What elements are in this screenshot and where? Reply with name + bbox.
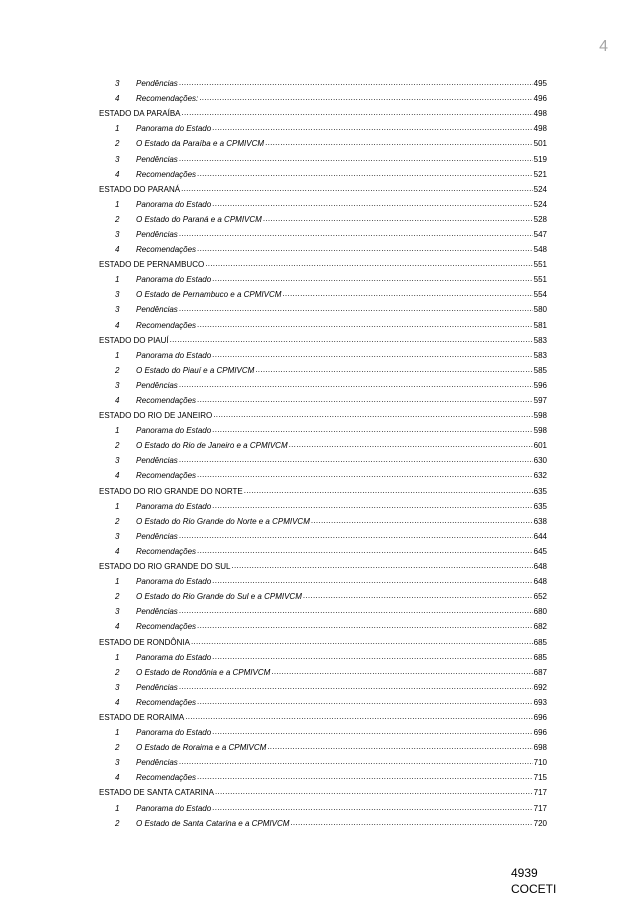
toc-entry-label: O Estado de Santa Catarina e a CPMIVCM: [136, 818, 290, 828]
toc-entry-label: Panorama do Estado: [136, 803, 212, 813]
toc-entry-page: 583: [533, 350, 547, 360]
toc-entry-page: 680: [533, 607, 547, 617]
toc-entry-number: 2: [115, 365, 120, 375]
toc-section-entry[interactable]: [99, 333, 547, 348]
toc-entry-page: 580: [533, 305, 547, 315]
toc-dot-leader: [181, 185, 533, 194]
toc-dot-leader: [205, 260, 532, 269]
toc-entry-number: 4: [115, 471, 120, 481]
toc-entry-page: 598: [533, 411, 547, 421]
toc-entry-label: ESTADO DE PERNAMBUCO: [99, 260, 205, 270]
toc-dot-leader: [197, 396, 533, 405]
toc-dot-leader: [179, 607, 533, 616]
toc-subsection-entry[interactable]: [99, 438, 547, 453]
toc-section-entry[interactable]: [99, 106, 547, 121]
toc-entry-page: 519: [533, 154, 547, 164]
toc-entry-number: 2: [115, 667, 120, 677]
toc-entry-number: 3: [115, 456, 120, 466]
toc-entry-number: 4: [115, 622, 120, 632]
toc-entry-label: Panorama do Estado: [136, 275, 212, 285]
toc-entry-number: 4: [115, 245, 120, 255]
toc-dot-leader: [212, 426, 532, 435]
toc-dot-leader: [170, 336, 533, 345]
toc-entry-page: 521: [533, 169, 547, 179]
toc-dot-leader: [197, 622, 533, 631]
toc-subsection-entry[interactable]: [99, 529, 547, 544]
toc-entry-page: 528: [533, 214, 547, 224]
toc-entry-label: Recomendações: [136, 622, 197, 632]
toc-entry-label: Recomendações: [136, 320, 197, 330]
toc-entry-page: 501: [533, 139, 547, 149]
toc-entry-page: 645: [533, 546, 547, 556]
toc-entry-number: 2: [115, 743, 120, 753]
toc-subsection-entry[interactable]: [99, 348, 547, 363]
toc-entry-number: 4: [115, 697, 120, 707]
toc-entry-label: Panorama do Estado: [136, 124, 212, 134]
toc-entry-label: Recomendações: [136, 546, 197, 556]
toc-entry-page: 682: [533, 622, 547, 632]
toc-entry-number: 3: [115, 380, 120, 390]
toc-entry-label: Pendências: [136, 380, 178, 390]
toc-entry-page: 551: [533, 275, 547, 285]
toc-dot-leader: [182, 109, 533, 118]
toc-entry-label: Panorama do Estado: [136, 501, 212, 511]
toc-entry-number: 3: [115, 758, 120, 768]
toc-entry-page: 524: [533, 184, 547, 194]
toc-dot-leader: [179, 155, 533, 164]
toc-entry-label: Panorama do Estado: [136, 652, 212, 662]
toc-entry-number: 2: [115, 516, 120, 526]
toc-entry-page: 496: [533, 94, 547, 104]
toc-subsection-entry[interactable]: [99, 680, 547, 695]
toc-dot-leader: [197, 471, 533, 480]
toc-entry-label: Pendências: [136, 758, 178, 768]
toc-entry-label: Panorama do Estado: [136, 577, 212, 587]
toc-entry-label: Panorama do Estado: [136, 350, 212, 360]
toc-subsection-entry[interactable]: [99, 91, 547, 106]
toc-entry-label: ESTADO DO RIO GRANDE DO NORTE: [99, 486, 243, 496]
toc-dot-leader: [289, 441, 533, 450]
toc-dot-leader: [197, 321, 533, 330]
toc-entry-label: O Estado do Rio de Janeiro e a CPMIVCM: [136, 441, 288, 451]
toc-entry-page: 710: [533, 758, 547, 768]
toc-dot-leader: [255, 366, 532, 375]
toc-entry-label: Recomendações: [136, 396, 197, 406]
toc-entry-label: Recomendações: [136, 773, 197, 783]
toc-entry-number: 3: [115, 79, 120, 89]
toc-dot-leader: [282, 290, 532, 299]
toc-dot-leader: [212, 502, 532, 511]
toc-entry-number: 3: [115, 607, 120, 617]
toc-entry-number: 1: [115, 803, 120, 813]
toc-subsection-entry[interactable]: [99, 665, 547, 680]
toc-entry-page: 685: [533, 652, 547, 662]
toc-entry-label: Pendências: [136, 607, 178, 617]
toc-subsection-entry[interactable]: [99, 453, 547, 468]
toc-entry-page: 498: [533, 124, 547, 134]
toc-entry-page: 524: [533, 199, 547, 209]
toc-entry-page: 598: [533, 426, 547, 436]
toc-entry-label: Pendências: [136, 154, 178, 164]
toc-subsection-entry[interactable]: [99, 363, 547, 378]
toc-subsection-entry[interactable]: [99, 242, 547, 257]
toc-subsection-entry[interactable]: [99, 816, 547, 831]
toc-subsection-entry[interactable]: [99, 695, 547, 710]
toc-entry-label: Pendências: [136, 79, 178, 89]
toc-entry-number: 1: [115, 124, 120, 134]
toc-entry-number: 4: [115, 773, 120, 783]
toc-subsection-entry[interactable]: [99, 770, 547, 785]
toc-subsection-entry[interactable]: [99, 302, 547, 317]
toc-subsection-entry[interactable]: [99, 151, 547, 166]
toc-subsection-entry[interactable]: [99, 468, 547, 483]
toc-subsection-entry[interactable]: [99, 318, 547, 333]
toc-entry-number: 4: [115, 94, 120, 104]
toc-entry-label: Recomendações: [136, 471, 197, 481]
toc-dot-leader: [212, 728, 532, 737]
toc-entry-number: 2: [115, 139, 120, 149]
page-number: 4: [599, 38, 608, 55]
toc-entry-label: ESTADO DA PARAÍBA: [99, 109, 181, 119]
toc-entry-page: 581: [533, 320, 547, 330]
toc-entry-page: 635: [533, 501, 547, 511]
toc-entry-label: Recomendações:: [136, 94, 199, 104]
toc-entry-number: 4: [115, 546, 120, 556]
toc-subsection-entry[interactable]: [99, 287, 547, 302]
toc-entry-number: 2: [115, 818, 120, 828]
toc-dot-leader: [265, 139, 533, 148]
toc-entry-page: 635: [533, 486, 547, 496]
toc-entry-number: 2: [115, 441, 120, 451]
toc-subsection-entry[interactable]: [99, 197, 547, 212]
toc-dot-leader: [271, 668, 532, 677]
toc-subsection-entry[interactable]: [99, 574, 547, 589]
toc-entry-label: ESTADO DO PARANÁ: [99, 184, 181, 194]
toc-dot-leader: [197, 547, 533, 556]
toc-entry-page: 648: [533, 577, 547, 587]
toc-entry-label: ESTADO DE SANTA CATARINA: [99, 788, 214, 798]
toc-dot-leader: [179, 456, 533, 465]
toc-entry-number: 1: [115, 350, 120, 360]
toc-entry-label: Panorama do Estado: [136, 728, 212, 738]
toc-entry-label: Recomendações: [136, 169, 197, 179]
toc-entry-page: 554: [533, 290, 547, 300]
toc-entry-page: 698: [533, 743, 547, 753]
toc-dot-leader: [311, 517, 533, 526]
toc-entry-number: 1: [115, 426, 120, 436]
toc-dot-leader: [199, 94, 532, 103]
toc-entry-page: 638: [533, 516, 547, 526]
toc-dot-leader: [212, 351, 532, 360]
toc-entry-page: 597: [533, 396, 547, 406]
toc-entry-page: 652: [533, 592, 547, 602]
toc-entry-label: O Estado de Rondônia e a CPMIVCM: [136, 667, 271, 677]
toc-entry-number: 4: [115, 396, 120, 406]
toc-entry-number: 3: [115, 154, 120, 164]
toc-entry-number: 3: [115, 531, 120, 541]
toc-dot-leader: [197, 245, 533, 254]
toc-entry-number: 1: [115, 652, 120, 662]
toc-dot-leader: [197, 170, 533, 179]
toc-entry-page: 596: [533, 380, 547, 390]
toc-subsection-entry[interactable]: [99, 378, 547, 393]
toc-subsection-entry[interactable]: [99, 167, 547, 182]
toc-dot-leader: [212, 804, 532, 813]
toc-entry-label: ESTADO DO PIAUÍ: [99, 335, 169, 345]
toc-entry-page: 696: [533, 728, 547, 738]
toc-dot-leader: [185, 713, 532, 722]
toc-dot-leader: [215, 788, 533, 797]
toc-entry-label: Recomendações: [136, 245, 197, 255]
toc-section-entry[interactable]: [99, 182, 547, 197]
toc-entry-page: 547: [533, 229, 547, 239]
toc-entry-number: 3: [115, 305, 120, 315]
toc-entry-number: 1: [115, 199, 120, 209]
toc-subsection-entry[interactable]: [99, 499, 547, 514]
toc-subsection-entry[interactable]: [99, 76, 547, 91]
toc-dot-leader: [212, 200, 532, 209]
toc-entry-page: 630: [533, 456, 547, 466]
toc-dot-leader: [263, 215, 533, 224]
toc-entry-number: 1: [115, 501, 120, 511]
toc-entry-page: 644: [533, 531, 547, 541]
toc-entry-page: 720: [533, 818, 547, 828]
toc-entry-page: 583: [533, 335, 547, 345]
toc-entry-number: 3: [115, 682, 120, 692]
toc-dot-leader: [212, 124, 532, 133]
toc-entry-label: Pendências: [136, 229, 178, 239]
toc-entry-page: 632: [533, 471, 547, 481]
toc-entry-label: ESTADO DE RONDÔNIA: [99, 637, 190, 647]
toc-entry-page: 692: [533, 682, 547, 692]
toc-dot-leader: [231, 562, 532, 571]
toc-entry-label: O Estado de Pernambuco e a CPMIVCM: [136, 290, 282, 300]
toc-entry-page: 495: [533, 79, 547, 89]
toc-dot-leader: [197, 773, 533, 782]
toc-entry-label: Panorama do Estado: [136, 426, 212, 436]
toc-entry-number: 4: [115, 169, 120, 179]
toc-section-entry[interactable]: [99, 785, 547, 800]
toc-dot-leader: [191, 638, 533, 647]
toc-entry-number: 3: [115, 229, 120, 239]
toc-dot-leader: [212, 653, 532, 662]
toc-dot-leader: [179, 683, 533, 692]
toc-entry-page: 717: [533, 788, 547, 798]
toc-dot-leader: [179, 79, 533, 88]
toc-subsection-entry[interactable]: [99, 604, 547, 619]
toc-subsection-entry[interactable]: [99, 514, 547, 529]
toc-entry-page: 498: [533, 109, 547, 119]
toc-subsection-entry[interactable]: [99, 227, 547, 242]
toc-entry-label: O Estado do Piauí e a CPMIVCM: [136, 365, 255, 375]
toc-entry-page: 548: [533, 245, 547, 255]
toc-subsection-entry[interactable]: [99, 740, 547, 755]
toc-entry-label: ESTADO DO RIO GRANDE DO SUL: [99, 562, 231, 572]
toc-entry-label: ESTADO DE RORAIMA: [99, 712, 185, 722]
toc-entry-label: Pendências: [136, 456, 178, 466]
toc-subsection-entry[interactable]: [99, 121, 547, 136]
toc-dot-leader: [290, 819, 532, 828]
toc-entry-label: Pendências: [136, 305, 178, 315]
toc-subsection-entry[interactable]: [99, 212, 547, 227]
toc-subsection-entry[interactable]: [99, 272, 547, 287]
toc-entry-number: 3: [115, 290, 120, 300]
toc-entry-label: Pendências: [136, 531, 178, 541]
toc-dot-leader: [303, 592, 533, 601]
toc-entry-number: 1: [115, 728, 120, 738]
toc-subsection-entry[interactable]: [99, 619, 547, 634]
toc-dot-leader: [179, 381, 533, 390]
toc-section-entry[interactable]: [99, 257, 547, 272]
table-of-contents: [99, 76, 547, 831]
footer-committee-code: COCETI: [511, 882, 557, 896]
toc-section-entry[interactable]: [99, 408, 547, 423]
toc-entry-page: 551: [533, 260, 547, 270]
toc-entry-page: 687: [533, 667, 547, 677]
toc-entry-number: 4: [115, 320, 120, 330]
toc-subsection-entry[interactable]: [99, 136, 547, 151]
toc-entry-page: 585: [533, 365, 547, 375]
toc-subsection-entry[interactable]: [99, 393, 547, 408]
toc-section-entry[interactable]: [99, 559, 547, 574]
toc-entry-page: 696: [533, 712, 547, 722]
toc-subsection-entry[interactable]: [99, 725, 547, 740]
toc-entry-page: 601: [533, 441, 547, 451]
toc-subsection-entry[interactable]: [99, 755, 547, 770]
footer-sheet-number: 4939: [511, 866, 538, 880]
toc-subsection-entry[interactable]: [99, 650, 547, 665]
toc-entry-label: Recomendações: [136, 697, 197, 707]
toc-entry-number: 2: [115, 592, 120, 602]
toc-entry-label: ESTADO DO RIO DE JANEIRO: [99, 411, 213, 421]
toc-entry-page: 693: [533, 697, 547, 707]
toc-dot-leader: [267, 743, 532, 752]
toc-dot-leader: [179, 532, 533, 541]
toc-dot-leader: [179, 305, 533, 314]
toc-entry-number: 1: [115, 577, 120, 587]
toc-entry-label: O Estado do Paraná e a CPMIVCM: [136, 214, 262, 224]
toc-subsection-entry[interactable]: [99, 544, 547, 559]
toc-entry-number: 1: [115, 275, 120, 285]
toc-dot-leader: [179, 758, 533, 767]
toc-entry-page: 715: [533, 773, 547, 783]
toc-entry-page: 717: [533, 803, 547, 813]
toc-dot-leader: [197, 698, 533, 707]
toc-section-entry[interactable]: [99, 484, 547, 499]
toc-subsection-entry[interactable]: [99, 801, 547, 816]
toc-entry-label: O Estado do Rio Grande do Norte e a CPMIVCM: [136, 516, 310, 526]
toc-dot-leader: [244, 487, 533, 496]
toc-entry-page: 648: [533, 562, 547, 572]
toc-section-entry[interactable]: [99, 634, 547, 649]
toc-section-entry[interactable]: [99, 710, 547, 725]
toc-dot-leader: [212, 275, 532, 284]
toc-entry-label: O Estado da Paraíba e a CPMIVCM: [136, 139, 265, 149]
toc-dot-leader: [213, 411, 532, 420]
toc-dot-leader: [179, 230, 533, 239]
toc-entry-label: O Estado de Roraima e a CPMIVCM: [136, 743, 267, 753]
toc-entry-number: 2: [115, 214, 120, 224]
toc-entry-label: O Estado do Rio Grande do Sul e a CPMIVCM: [136, 592, 302, 602]
toc-dot-leader: [212, 577, 532, 586]
toc-entry-label: Pendências: [136, 682, 178, 692]
toc-entry-label: Panorama do Estado: [136, 199, 212, 209]
toc-subsection-entry[interactable]: [99, 423, 547, 438]
toc-entry-page: 685: [533, 637, 547, 647]
toc-subsection-entry[interactable]: [99, 589, 547, 604]
page-footer: [511, 865, 556, 897]
